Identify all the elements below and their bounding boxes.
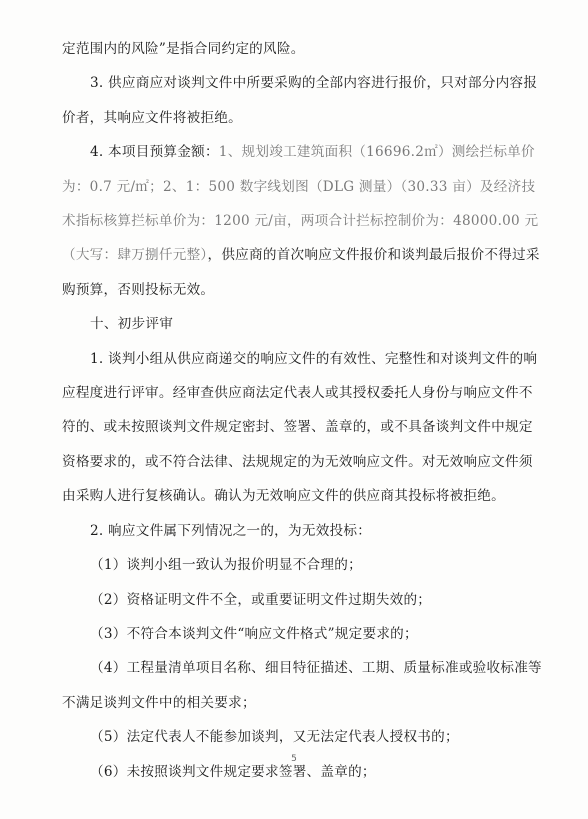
section-title: 十、初步评审	[90, 316, 174, 333]
list-item: （1）谈判小组一致认为报价明显不合理的；	[90, 557, 362, 574]
list-item: （4）工程量清单项目名称、细目特征描述、工期、质量标准或验收标准等不满足谈判文件中的相关要求；	[62, 660, 542, 711]
page-content	[62, 32, 546, 789]
paragraph-item-4	[62, 135, 546, 307]
continued-text: 定范围内的风险”是指合同约定的风险。	[62, 41, 305, 57]
paragraph-review-2: 2. 响应文件属下列情况之一的，为无效投标：	[90, 522, 372, 539]
paragraph-item-3: 3. 供应商应对谈判文件中所要采购的全部内容进行报价，只对部分内容报价者，其响应文件将被拒绝。	[62, 75, 538, 126]
budget-detail: 1、规划竣工建筑面积（16696.2㎡）测绘拦标单价为：0.7 元/㎡；2、1：500 数字线划图（DLG 测量）（30.33 亩）及经济技术指标核算拦标单价为：1200 元/亩，两项合计拦标控制价为：48000.00 元（大写：肆万捌仟元整）	[62, 144, 539, 264]
list-item: （3）不符合本谈判文件“响应文件格式”规定要求的；	[90, 625, 418, 642]
budget-rest: ，供应商的首次响应文件报价和谈判最后报价不得过采购预算，否则投标无效。	[62, 247, 540, 298]
budget-lead: 4. 本项目预算金额：	[90, 144, 219, 161]
list-item: （5）法定代表人不能参加谈判，又无法定代表人授权书的；	[90, 729, 459, 746]
list-item: （2）资格证明文件不全，或重要证明文件过期失效的；	[90, 591, 432, 608]
page-number: 5	[291, 754, 297, 764]
list-item: （6）未按照谈判文件规定要求签署、盖章的；	[90, 763, 376, 780]
paragraph-review-1: 1. 谈判小组从供应商递交的响应文件的有效性、完整性和对谈判文件的响应程度进行评审。经审查供应商法定代表人或其授权委托人身份与响应文件不符的、或未按照谈判文件规定密封、签署、盖章的，或不具备谈判文件中规定资格要求的，或不符合法律、法规规定的为无效响应文件。对无效响应文件须由采购人进行复核确认。确认为无效响应文件的供应商其投标将被拒绝。	[62, 350, 538, 505]
